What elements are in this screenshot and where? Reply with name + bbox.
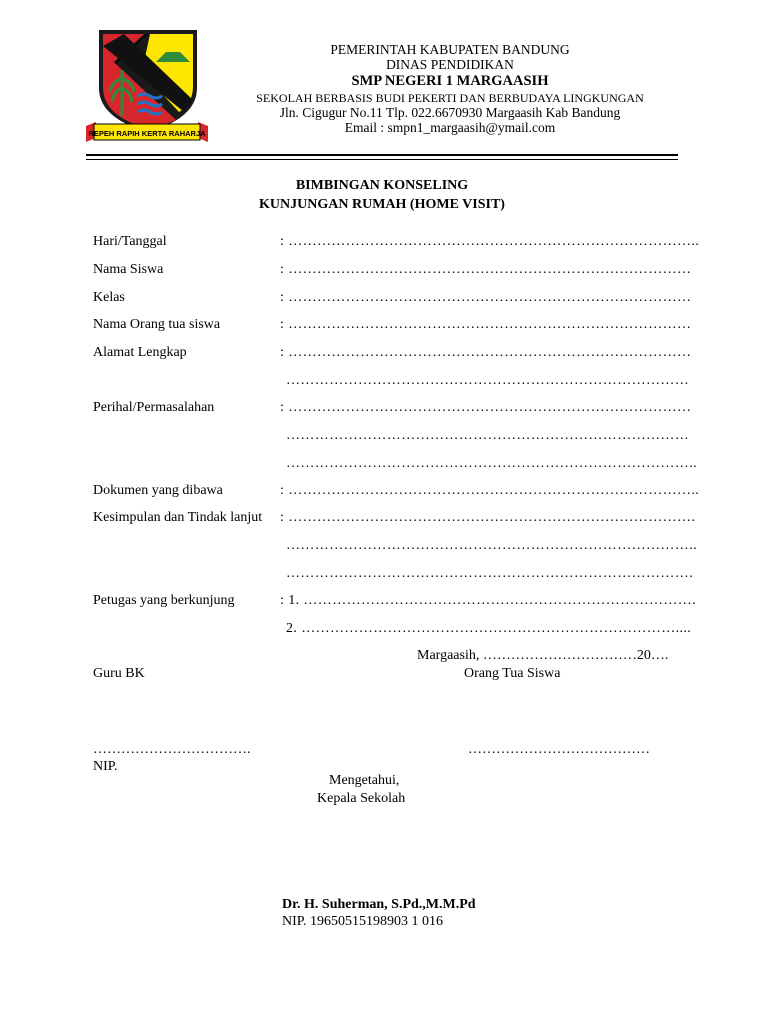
label-petugas: Petugas yang berkunjung [93,593,235,608]
field-dokumen[interactable]: : ………………………………………………………………………….. [280,483,700,498]
field-kesimpulan[interactable]: : …………………………………………………………………………. [280,510,696,525]
label-nama-orang-tua: Nama Orang tua siswa [93,317,221,332]
guru-bk-signature-line[interactable]: ……………………………. [93,742,251,757]
label-hari-tanggal: Hari/Tanggal [93,234,167,249]
header-tagline: SEKOLAH BERBASIS BUDI PEKERTI DAN BERBUDAYA LINGKUNGAN [256,91,644,105]
guru-bk-nip: NIP. [93,759,118,774]
header-government: PEMERINTAH KABUPATEN BANDUNG [330,42,570,57]
field-petugas-2[interactable]: 2. …………………………………………………………………….... [286,621,692,636]
field-nama-orang-tua[interactable]: : ………………………………………………………………………… [280,317,692,332]
header-divider-thin [86,159,678,160]
kepala-sekolah-name: Dr. H. Suherman, S.Pd.,M.M.Pd [282,897,476,912]
label-alamat: Alamat Lengkap [93,345,187,360]
label-perihal: Perihal/Permasalahan [93,400,215,415]
header-school-name: SMP NEGERI 1 MARGAASIH [351,73,549,89]
header-department: DINAS PENDIDIKAN [386,57,514,72]
field-alamat-line-2[interactable]: ………………………………………………………………………… [286,373,690,388]
header-address: Jln. Cigugur No.11 Tlp. 022.6670930 Margaasih Kab Bandung [279,105,621,120]
orang-tua-label: Orang Tua Siswa [464,666,561,681]
field-petugas-1[interactable]: : 1. ………………………………………………………………………. [280,593,697,608]
field-kesimpulan-line-2[interactable]: ………………………………………………………………………….. [286,538,697,553]
field-kelas[interactable]: : ………………………………………………………………………… [280,290,692,305]
field-perihal-line-2[interactable]: ………………………………………………………………………… [286,428,690,443]
field-perihal-line-3[interactable]: ………………………………………………………………………….. [286,456,697,471]
mengetahui-label: Mengetahui, [329,773,400,788]
kepala-sekolah-nip: NIP. 19650515198903 1 016 [282,914,444,929]
label-kesimpulan: Kesimpulan dan Tindak lanjut [93,510,263,525]
crest-motto: REPEH RAPIH KERTA RAHARJA [88,129,206,138]
field-hari-tanggal[interactable]: : ………………………………………………………………………….. [280,234,700,249]
header-divider-thick [86,154,678,156]
header-email: Email : smpn1_margaasih@ymail.com [344,120,556,135]
field-perihal[interactable]: : ………………………………………………………………………… [280,400,692,415]
field-alamat[interactable]: : ………………………………………………………………………… [280,345,692,360]
field-kesimpulan-line-3[interactable]: …………………………………………………………………………. [286,566,694,581]
orang-tua-signature-line[interactable]: ………………………………… [468,742,650,757]
kepala-sekolah-label: Kepala Sekolah [317,791,406,806]
guru-bk-label: Guru BK [93,666,145,681]
field-nama-siswa[interactable]: : ………………………………………………………………………… [280,262,692,277]
form-title: BIMBINGAN KONSELING [295,178,469,193]
kabupaten-bandung-crest-icon [84,26,210,148]
form-subtitle: KUNJUNGAN RUMAH (HOME VISIT) [259,197,505,212]
label-kelas: Kelas [93,290,125,305]
label-dokumen: Dokumen yang dibawa [93,483,223,498]
label-nama-siswa: Nama Siswa [93,262,164,277]
place-date[interactable]: Margaasih, ……………………………20…. [417,648,669,663]
